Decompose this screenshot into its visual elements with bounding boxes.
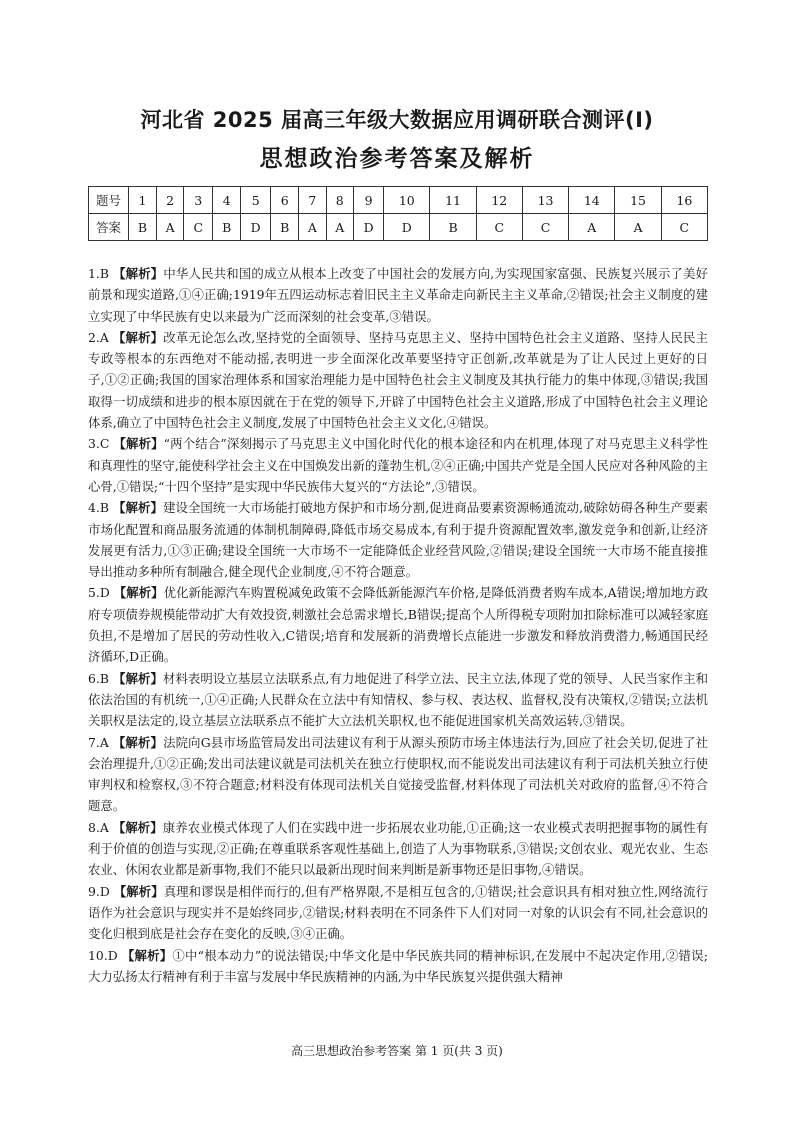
item-text: 真理和谬误是相伴而行的,但有严格界限,不是相互包含的,①错误;社会意识具有相对独立性,网络流行语作为社会意识与现实并不是始终同步,②错误;材料表明在不同条件下人们对同一对象的认识会有不同,社会意识的变化归根到底是社会存在变化的反映,③④正确。 (88, 883, 708, 942)
item-number: 4.B (88, 500, 109, 516)
item-number: 7.A (88, 734, 109, 750)
item-text: 优化新能源汽车购置税减免政策不会降低新能源汽车价格,是降低消费者购车成本,A错误;增加地方政府专项债券规模能带动扩大有效投资,刺激社会总需求增长,B错误;提高个人所得税专项附加扣除标准可以减轻家庭负担,不是增加了居民的劳动性收入,C错误;培育和发展新的消费增长点能进一步激发和释放消费潜力,畅通国民经济循环,D正确。 (88, 585, 709, 665)
explanation-item-4 (88, 497, 708, 582)
answer-row (89, 214, 708, 241)
item-number: 3.C (88, 436, 110, 452)
explanation-item-7 (88, 732, 708, 817)
analysis-tag: 【解析】 (112, 500, 163, 516)
item-number: 1.B (88, 266, 109, 281)
answer-cell: A (299, 214, 326, 241)
page-footer: 高三思想政治参考答案 第 1 页(共 3 页) (291, 1044, 503, 1058)
document-title: 河北省 2025 届高三年级大数据应用调研联合测评(Ⅰ) (140, 108, 654, 132)
answer-cell: B (129, 214, 157, 241)
explanation-item-2 (88, 327, 708, 433)
item-number: 8.A (88, 819, 109, 835)
question-number: 5 (241, 187, 271, 214)
answer-cell: C (522, 214, 568, 241)
answer-cell: B (430, 214, 476, 241)
question-number: 10 (384, 187, 430, 214)
analysis-tag: 【解析】 (113, 436, 164, 452)
answer-cell: A (156, 214, 183, 241)
answer-cell: D (241, 214, 271, 241)
item-text: 建设全国统一大市场能打破地方保护和市场分割,促进商品要素资源畅通流动,破除妨碍各种生产要素市场化配置和商品服务流通的体制机制障碍,降低市场交易成本,有利于提升资源配置效率,激发竞争和创新,让经济发展更有活力,①③正确;建设全国统一大市场不一定能降低企业经营风险,②错误;建设全国统一大市场不能直接推导出推动多种所有制融合,健全现代企业制度,④不符合题意。 (88, 500, 708, 580)
analysis-tag: 【解析】 (112, 734, 164, 750)
analysis-tag: 【解析】 (113, 585, 164, 601)
explanation-item-3 (88, 433, 708, 497)
explanation-item-9 (88, 881, 708, 945)
answer-cell: C (661, 214, 707, 241)
item-text: ①中“根本动力”的说法错误;中华文化是中华民族共同的精神标识,在发展中不起决定作用,②错误;大力弘扬太行精神有利于丰富与发展中华民族精神的内涵,为中华民族复兴提供强大精神 (88, 947, 708, 984)
answer-cell: D (384, 214, 430, 241)
analysis-tag: 【解析】 (112, 329, 164, 345)
explanation-item-5 (88, 582, 708, 667)
answer-cell: B (213, 214, 241, 241)
explanation-list (88, 263, 708, 987)
answer-cell: D (354, 214, 384, 241)
question-number: 9 (354, 187, 384, 214)
question-number: 3 (184, 187, 213, 214)
document-subtitle: 思想政治参考答案及解析 (259, 146, 535, 172)
analysis-tag: 【解析】 (113, 883, 164, 899)
item-text: 中华人民共和国的成立从根本上改变了中国社会的发展方向,为实现国家富强、民族复兴展示了美好前景和现实道路,①④正确;1919年五四运动标志着旧民主主义革命走向新民主主义革命,②错误;社会主义制度的建立实现了中华民族有史以来最为广泛而深刻的社会变革,③错误。 (88, 266, 708, 324)
explanation-item-1 (88, 263, 708, 327)
item-number: 5.D (88, 585, 110, 601)
explanation-item-6 (88, 668, 708, 732)
explanation-item-10 (88, 945, 708, 988)
answer-cell: A (326, 214, 353, 241)
question-number: 11 (430, 187, 476, 214)
explanation-item-8 (88, 817, 708, 881)
question-number: 14 (569, 187, 615, 214)
item-text: 材料表明设立基层立法联系点,有力地促进了科学立法、民主立法,体现了党的领导、人民当家作主和依法治国的有机统一,①④正确;人民群众在立法中有知情权、参与权、表达权、监督权,没有决策权,②错误;立法机关职权是法定的,设立基层立法联系点不能扩大立法机关职权,也不能促进国家机关高效运转,③错误。 (88, 670, 708, 729)
item-number: 6.B (88, 670, 109, 686)
answer-cell: B (271, 214, 299, 241)
question-number: 12 (476, 187, 522, 214)
question-number: 6 (271, 187, 299, 214)
row-label-number: 题号 (89, 187, 129, 214)
item-text: 法院向G县市场监管局发出司法建议有利于从源头预防市场主体违法行为,回应了社会关切,促进了社会治理提升,①②正确;发出司法建议就是司法机关在独立行使职权,而不能说发出司法建议有利于司法机关独立行使审判权和检察权,③不符合题意;材料没有体现司法机关自觉接受监督,材料体现了司法机关对政府的监督,④不符合题意。 (88, 734, 708, 814)
item-text: 改革无论怎么改,坚持党的全面领导、坚持马克思主义、坚持中国特色社会主义道路、坚持人民民主专政等根本的东西绝对不能动摇,表明进一步全面深化改革要坚持守正创新,改革就是为了让人民过上更好的日子,①②正确;我国的国家治理体系和国家治理能力是中国特色社会主义制度及其执行能力的集中体现,③错误;我国取得一切成绩和进步的根本原因就在于在党的领导下,开辟了中国特色社会主义道路,形成了中国特色社会主义理论体系,确立了中国特色社会主义制度,发展了中国特色社会主义文化,④错误。 (88, 329, 708, 431)
question-number: 16 (661, 187, 707, 214)
row-label-answer: 答案 (89, 214, 129, 241)
question-number: 2 (156, 187, 183, 214)
question-number-row (89, 187, 708, 214)
answer-cell: A (569, 214, 615, 241)
item-number: 10.D (88, 947, 118, 963)
answer-cell: A (615, 214, 661, 241)
question-number: 15 (615, 187, 661, 214)
answer-table (88, 186, 708, 241)
answer-cell: C (184, 214, 213, 241)
question-number: 4 (213, 187, 241, 214)
item-text: “两个结合”深刻揭示了马克思主义中国化时代化的根本途径和内在机理,体现了对马克思主义科学性和真理性的坚守,能使科学社会主义在中国焕发出新的蓬勃生机,②④正确;中国共产党是全国人民应对各种风险的主心骨,①错误;“十四个坚持”是实现中华民族伟大复兴的“方法论”,③错误。 (88, 436, 708, 494)
analysis-tag: 【解析】 (112, 670, 163, 686)
item-number: 9.D (88, 883, 110, 899)
analysis-tag: 【解析】 (113, 266, 164, 281)
item-text: 康养农业模式体现了人们在实践中进一步拓展农业功能,①正确;这一农业模式表明把握事物的属性有利于价值的创造与实现,②正确;在尊重联系客观性基础上,创造了人为事物联系,③错误;文创农业、观光农业、生态农业、休闲农业都是新事物,我们不能只以最新出现时间来判断是新事物还是旧事物,④错误。 (88, 819, 708, 878)
item-number: 2.A (88, 329, 109, 345)
question-number: 7 (299, 187, 326, 214)
question-number: 13 (522, 187, 568, 214)
analysis-tag: 【解析】 (121, 947, 173, 963)
question-number: 1 (129, 187, 157, 214)
answer-cell: C (476, 214, 522, 241)
analysis-tag: 【解析】 (112, 819, 163, 835)
question-number: 8 (326, 187, 353, 214)
